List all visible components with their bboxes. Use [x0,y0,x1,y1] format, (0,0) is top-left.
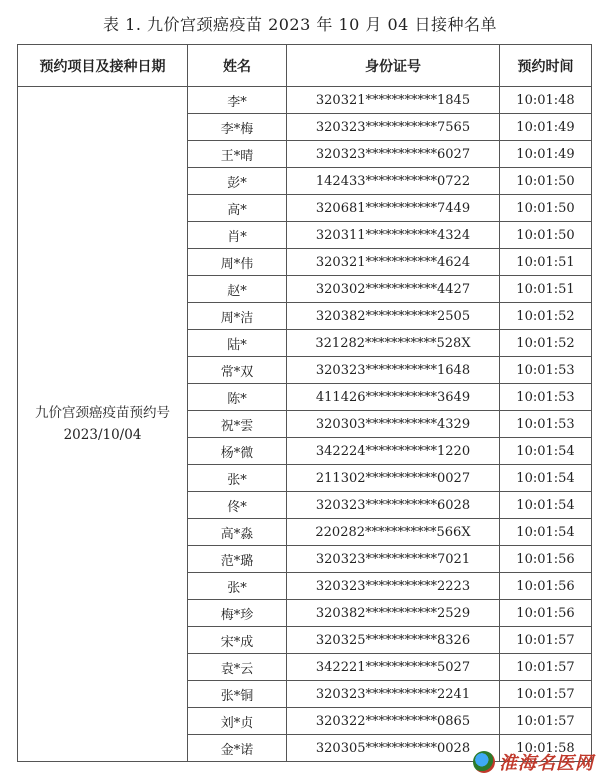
booking-time-cell: 10:01:54 [500,492,592,519]
name-cell: 张*铜 [188,681,287,708]
id-number-cell: 321282***********528X [287,330,500,357]
site-watermark [473,747,594,777]
booking-time-cell: 10:01:56 [500,546,592,573]
name-cell: 张* [188,573,287,600]
id-number-cell: 320323***********6028 [287,492,500,519]
name-cell: 赵* [188,276,287,303]
booking-time-cell: 10:01:56 [500,600,592,627]
name-cell: 陆* [188,330,287,357]
group-label-project: 九价宫颈癌疫苗预约号 [35,405,170,421]
id-number-cell: 342224***********1220 [287,438,500,465]
id-number-cell: 411426***********3649 [287,384,500,411]
booking-time-cell: 10:01:54 [500,438,592,465]
header-name: 姓名 [188,45,287,87]
booking-time-cell: 10:01:53 [500,411,592,438]
name-cell: 梅*珍 [188,600,287,627]
name-cell: 周*伟 [188,249,287,276]
name-cell: 周*洁 [188,303,287,330]
booking-time-cell: 10:01:50 [500,195,592,222]
booking-time-cell: 10:01:51 [500,276,592,303]
id-number-cell: 320323***********6027 [287,141,500,168]
booking-time-cell: 10:01:50 [500,222,592,249]
name-cell: 金*诺 [188,735,287,762]
table-header-row [18,45,592,87]
name-cell: 范*璐 [188,546,287,573]
id-number-cell: 320323***********2241 [287,681,500,708]
medical-cross-logo-icon [473,751,495,773]
booking-time-cell: 10:01:48 [500,87,592,114]
name-cell: 常*双 [188,357,287,384]
booking-time-cell: 10:01:56 [500,573,592,600]
id-number-cell: 342221***********5027 [287,654,500,681]
id-number-cell: 320325***********8326 [287,627,500,654]
id-number-cell: 320382***********2505 [287,303,500,330]
booking-time-cell: 10:01:49 [500,114,592,141]
name-cell: 王*晴 [188,141,287,168]
name-cell: 宋*成 [188,627,287,654]
name-cell: 杨*微 [188,438,287,465]
table-body [18,87,592,762]
header-id-number: 身份证号 [287,45,500,87]
watermark-text: 淮海名医网 [499,753,594,774]
booking-time-cell: 10:01:52 [500,303,592,330]
name-cell: 高*淼 [188,519,287,546]
id-number-cell: 320323***********7565 [287,114,500,141]
table-row [18,87,592,114]
group-label-date: 2023/10/04 [63,427,142,443]
booking-time-cell: 10:01:57 [500,654,592,681]
id-number-cell: 320323***********7021 [287,546,500,573]
id-number-cell: 320322***********0865 [287,708,500,735]
name-cell: 彭* [188,168,287,195]
name-cell: 佟* [188,492,287,519]
id-number-cell: 320321***********4624 [287,249,500,276]
name-cell: 祝*雲 [188,411,287,438]
booking-time-cell: 10:01:50 [500,168,592,195]
booking-time-cell: 10:01:57 [500,708,592,735]
id-number-cell: 320681***********7449 [287,195,500,222]
booking-time-cell: 10:01:53 [500,384,592,411]
id-number-cell: 211302***********0027 [287,465,500,492]
id-number-cell: 320321***********1845 [287,87,500,114]
name-cell: 刘*贞 [188,708,287,735]
id-number-cell: 320323***********1648 [287,357,500,384]
id-number-cell: 320311***********4324 [287,222,500,249]
id-number-cell: 220282***********566X [287,519,500,546]
booking-time-cell: 10:01:52 [500,330,592,357]
booking-time-cell: 10:01:49 [500,141,592,168]
booking-time-cell: 10:01:57 [500,627,592,654]
document-title: 表 1. 九价宫颈癌疫苗 2023 年 10 月 04 日接种名单 [103,15,497,34]
booking-time-cell: 10:01:57 [500,681,592,708]
name-cell: 张* [188,465,287,492]
id-number-cell: 142433***********0722 [287,168,500,195]
vaccination-list-table [17,44,592,762]
id-number-cell: 320303***********4329 [287,411,500,438]
booking-time-cell: 10:01:51 [500,249,592,276]
header-project-date: 预约项目及接种日期 [18,45,188,87]
id-number-cell: 320302***********4427 [287,276,500,303]
id-number-cell: 320323***********2223 [287,573,500,600]
group-label-cell [18,87,188,762]
booking-time-cell: 10:01:58 [500,735,592,762]
name-cell: 李*梅 [188,114,287,141]
booking-time-cell: 10:01:54 [500,465,592,492]
name-cell: 陈* [188,384,287,411]
id-number-cell: 320305***********0028 [287,735,500,762]
name-cell: 李* [188,87,287,114]
name-cell: 袁*云 [188,654,287,681]
id-number-cell: 320382***********2529 [287,600,500,627]
name-cell: 高* [188,195,287,222]
header-booking-time: 预约时间 [500,45,592,87]
name-cell: 肖* [188,222,287,249]
booking-time-cell: 10:01:53 [500,357,592,384]
booking-time-cell: 10:01:54 [500,519,592,546]
